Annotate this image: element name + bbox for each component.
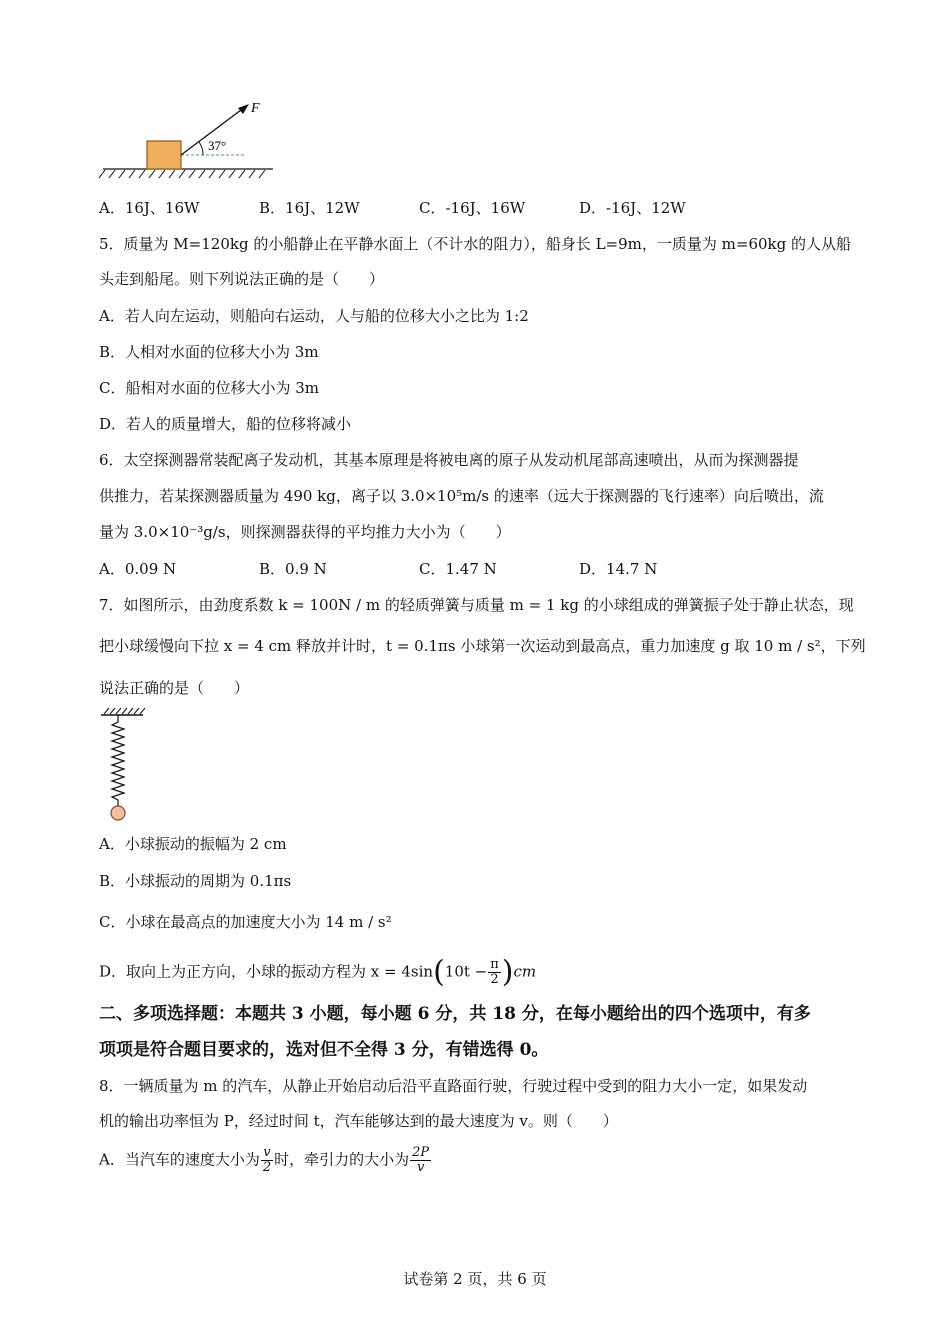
q7-stem-line2: 把小球缓慢向下拉 x = 4 cm 释放并计时，t = 0.1πs 小球第一次运动到最高点，重力加速度 g 取 10 m / s²，下列: [99, 637, 866, 655]
force-label: F: [251, 101, 260, 116]
q6-stem-line2: 供推力，若某探测器质量为 490 kg，离子以 3.0×10⁵m/s 的速率（远大于探测器的飞行速率）向后喷出，流: [99, 487, 824, 505]
v-over-2: $\frac{v}{2}$: [262, 1145, 272, 1175]
section2-heading-line1: 二、多项选择题：本题共 3 小题，每小题 6 分，共 18 分，在每小题给出的四个选项中，有多: [99, 1004, 811, 1024]
q7-option-d-unit: cm: [513, 962, 537, 981]
q5-option-c[interactable]: C．船相对水面的位移大小为 3m: [99, 379, 320, 397]
q7-option-d[interactable]: D．取向上为正方向，小球的振动方程为 x = 4sin(10t − $\frac{\pi}{2}$ )cm: [99, 954, 537, 990]
q5-option-a[interactable]: A．若人向左运动，则船向右运动，人与船的位移大小之比为 1:2: [99, 307, 529, 325]
q4-option-b[interactable]: B．16J、12W: [259, 199, 360, 217]
page-footer: 试卷第 2 页，共 6 页: [403, 1270, 547, 1288]
q4-option-d[interactable]: D．-16J、12W: [579, 199, 686, 217]
q6-options: [99, 559, 739, 579]
q4-option-c[interactable]: C．-16J、16W: [419, 199, 526, 217]
section2-heading-line2: 项项是符合题目要求的，选对但不全得 3 分，有错选得 0。: [99, 1040, 549, 1060]
q4-options: [99, 198, 739, 218]
q8-stem-line2: 机的输出功率恒为 P，经过时间 t，汽车能够达到的最大速度为 v。则（ ）: [99, 1112, 618, 1130]
q5-stem-line2: 头走到船尾。则下列说法正确的是（ ）: [99, 270, 385, 288]
q6-stem-line3: 量为 3.0×10⁻³g/s，则探测器获得的平均推力大小为（ ）: [99, 523, 511, 541]
force-figure: [95, 96, 285, 182]
q5-stem-line1: 5．质量为 M=120kg 的小船静止在平静水面上（不计水的阻力），船身长 L=9m，一质量为 m=60kg 的人从船: [99, 235, 852, 253]
q5-option-d[interactable]: D．若人的质量增大，船的位移将减小: [99, 415, 352, 433]
q6-option-d[interactable]: D．14.7 N: [579, 560, 658, 578]
block: [147, 141, 181, 169]
q6-option-c[interactable]: C．1.47 N: [419, 560, 497, 578]
q7-option-d-prefix: D．取向上为正方向，小球的振动方程为 x = 4sin: [99, 962, 434, 981]
q8-option-a[interactable]: [99, 1146, 432, 1175]
q4-option-a[interactable]: A．16J、16W: [99, 199, 200, 217]
q6-stem-line1: 6．太空探测器常装配离子发动机，其基本原理是将被电离的原子从发动机尾部高速喷出，从而为探测器提: [99, 451, 799, 469]
q7-stem-line1: 7．如图所示，由劲度系数 k = 100N / m 的轻质弹簧与质量 m = 1 kg 的小球组成的弹簧振子处于静止状态，现: [99, 596, 854, 614]
q7-stem-line3: 说法正确的是（ ）: [99, 679, 250, 697]
angle-label: 37°: [208, 138, 227, 153]
q7-option-d-inner: 10t −: [444, 962, 488, 981]
2p-over-v: $\frac{2P}{v}$: [412, 1145, 430, 1175]
q8-option-a-mid: 时，牵引力的大小为: [274, 1150, 410, 1169]
q5-option-b[interactable]: B．人相对水面的位移大小为 3m: [99, 343, 319, 361]
ball: [111, 806, 125, 820]
q7-option-a[interactable]: A．小球振动的振幅为 2 cm: [99, 835, 287, 853]
spring-figure: [98, 706, 148, 824]
q6-option-b[interactable]: B．0.9 N: [259, 560, 327, 578]
q8-option-a-prefix: A．当汽车的速度大小为: [99, 1150, 260, 1169]
q6-option-a[interactable]: A．0.09 N: [99, 560, 177, 578]
q7-option-c[interactable]: C．小球在最高点的加速度大小为 14 m / s²: [99, 913, 392, 931]
q7-option-b[interactable]: B．小球振动的周期为 0.1πs: [99, 872, 292, 890]
spring: [112, 715, 124, 806]
pi-over-2: $\frac{\pi}{2}$: [490, 957, 499, 987]
q8-stem-line1: 8．一辆质量为 m 的汽车，从静止开始启动后沿平直路面行驶，行驶过程中受到的阻力大小一定，如果发动: [99, 1077, 808, 1095]
